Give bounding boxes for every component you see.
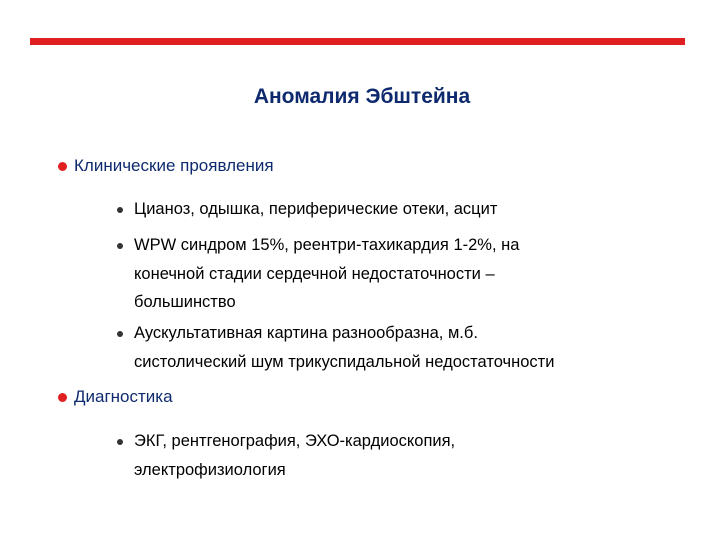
item-line: электрофизиология xyxy=(134,460,286,479)
section-heading: Клинические проявления xyxy=(74,156,274,175)
list-item xyxy=(134,323,674,376)
section-diagnostics xyxy=(74,386,173,414)
list-item xyxy=(134,235,674,317)
bullet-icon xyxy=(58,162,67,171)
item-line: большинство xyxy=(134,293,236,311)
item-line: ЭКГ, рентгенография, ЭХО-кардиоскопия, xyxy=(134,432,456,450)
section-heading: Диагностика xyxy=(74,387,173,406)
section-clinical xyxy=(74,155,274,183)
item-line: систолический шум трикуспидальной недостаточности xyxy=(134,352,555,371)
item-line: Аускультативная картина разнообразна, м.б. xyxy=(134,324,478,342)
list-item xyxy=(134,431,674,484)
slide-title: Аномалия Эбштейна xyxy=(253,85,471,108)
item-line: Цианоз, одышка, периферические отеки, асцит xyxy=(134,200,498,218)
bullet-icon xyxy=(117,243,123,249)
item-line: конечной стадии сердечной недостаточности – xyxy=(134,264,495,283)
bullet-icon xyxy=(117,331,123,337)
bullet-icon xyxy=(58,393,67,402)
bullet-icon xyxy=(117,439,123,445)
top-accent-bar xyxy=(30,38,685,45)
item-line: WPW синдром 15%, реентри-тахикардия 1-2%, на xyxy=(134,236,520,254)
bullet-icon xyxy=(117,207,123,213)
list-item xyxy=(134,199,674,224)
